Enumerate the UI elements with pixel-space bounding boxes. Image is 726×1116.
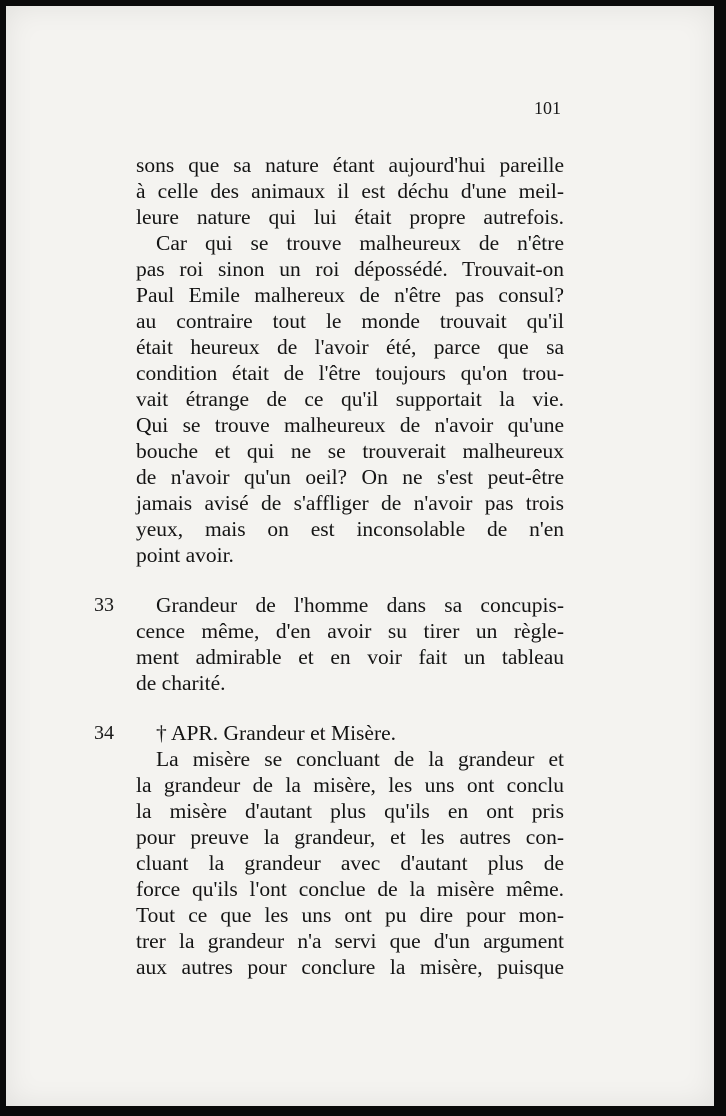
text-line: ment admirable et en voir fait un tableau	[136, 645, 564, 669]
fragment-number: 34	[94, 722, 114, 744]
text-line: était heureux de l'avoir été, parce que sa	[136, 335, 564, 359]
text-line: yeux, mais on est inconsolable de n'en	[136, 517, 564, 541]
text-line: condition était de l'être toujours qu'on trou-	[136, 361, 564, 385]
text-line: la grandeur de la misère, les uns ont conclu	[136, 773, 564, 797]
text-line: cence même, d'en avoir su tirer un règle-	[136, 619, 564, 643]
page-number: 101	[534, 98, 561, 118]
text-line: de n'avoir qu'un oeil? On ne s'est peut-être	[136, 465, 564, 489]
text-line: bouche et qui ne se trouverait malheureux	[136, 439, 564, 463]
text-line: aux autres pour conclure la misère, puisque	[136, 955, 564, 979]
book-page	[6, 6, 714, 1106]
text-line: Paul Emile malhereux de n'être pas consul?	[136, 283, 564, 307]
text-line: pas roi sinon un roi dépossédé. Trouvait-on	[136, 257, 564, 281]
text-line: au contraire tout le monde trouvait qu'il	[136, 309, 564, 333]
text-line: de charité.	[136, 671, 226, 695]
text-line: Car qui se trouve malheureux de n'être	[156, 231, 564, 255]
text-line: force qu'ils l'ont conclue de la misère même.	[136, 877, 564, 901]
text-line: vait étrange de ce qu'il supportait la vie.	[136, 387, 564, 411]
text-line: la misère d'autant plus qu'ils en ont pris	[136, 799, 564, 823]
text-line: Qui se trouve malheureux de n'avoir qu'une	[136, 413, 564, 437]
text-line: La misère se concluant de la grandeur et	[156, 747, 564, 771]
text-line: cluant la grandeur avec d'autant plus de	[136, 851, 564, 875]
text-line: † APR. Grandeur et Misère.	[156, 721, 397, 745]
text-line: à celle des animaux il est déchu d'une meil-	[136, 179, 564, 203]
text-line: Grandeur de l'homme dans sa concupis-	[156, 593, 564, 617]
fragment-number: 33	[94, 594, 114, 616]
text-line: point avoir.	[136, 543, 234, 567]
text-line: pour preuve la grandeur, et les autres con-	[136, 825, 564, 849]
text-line: trer la grandeur n'a servi que d'un argument	[136, 929, 564, 953]
text-line: jamais avisé de s'affliger de n'avoir pas trois	[136, 491, 564, 515]
text-line: Tout ce que les uns ont pu dire pour mon-	[136, 903, 564, 927]
text-line: sons que sa nature étant aujourd'hui pareille	[136, 153, 564, 177]
text-line: leure nature qui lui était propre autrefois.	[136, 205, 564, 229]
